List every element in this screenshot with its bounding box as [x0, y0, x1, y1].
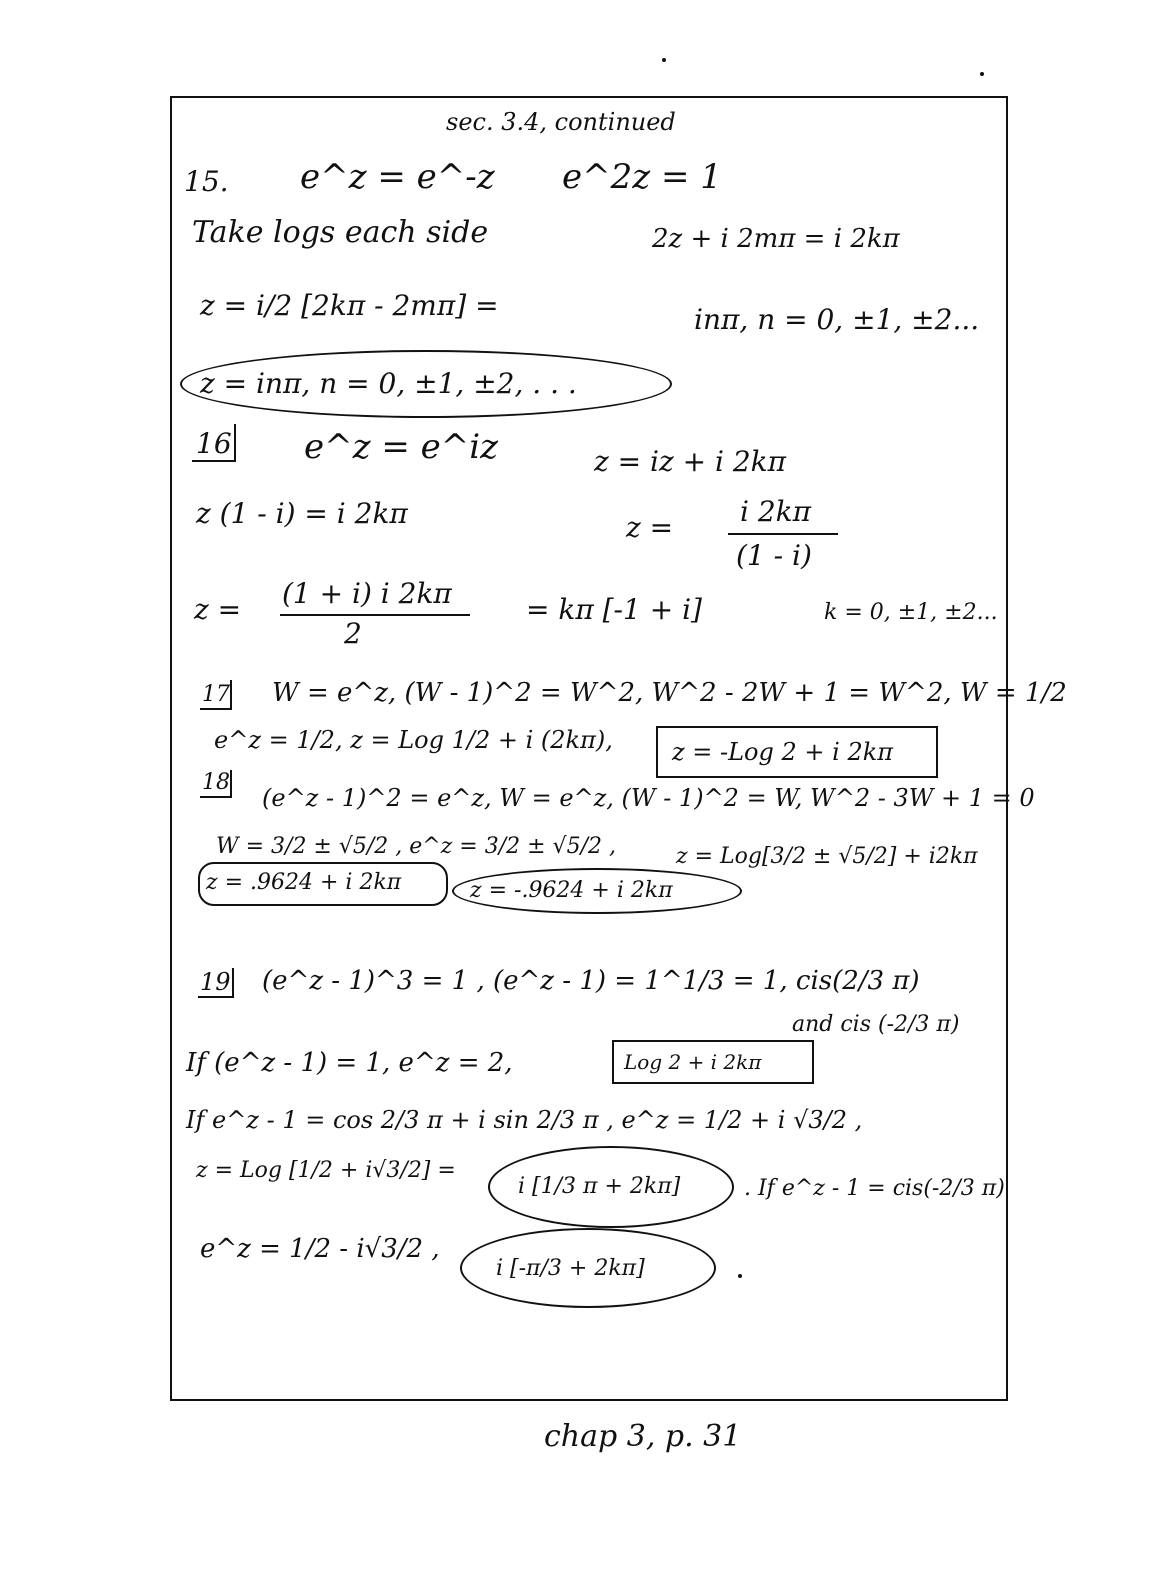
problem-16-eq1: e^z = e^iz: [304, 427, 499, 467]
problem-19-answer2: i [1/3 π + 2kπ]: [518, 1174, 681, 1199]
problem-17-answer: z = -Log 2 + i 2kπ: [672, 738, 894, 766]
problem-19-answer1: Log 2 + i 2kπ: [624, 1050, 762, 1074]
problem-19-answer3: i [-π/3 + 2kπ]: [496, 1256, 645, 1281]
problem-15-eq3: 2z + i 2mπ = i 2kπ: [652, 224, 900, 254]
problem-16-eq4-numerator: i 2kπ: [740, 495, 812, 528]
problem-16-eq5-lhs: z =: [194, 593, 242, 626]
page-number: chap 3, p. 31: [544, 1419, 742, 1454]
problem-18-eq3: z = Log[3/2 ± √5/2] + i2kπ: [676, 844, 978, 869]
problem-18-answer1: z = .9624 + i 2kπ: [206, 870, 402, 895]
scan-mark: [662, 58, 666, 62]
problem-17-number: 17: [202, 682, 230, 707]
problem-16-eq5-denominator: 2: [344, 617, 362, 650]
problem-16-eq5-range: k = 0, ±1, ±2...: [824, 600, 998, 625]
problem-15-take-logs: Take logs each side: [192, 215, 489, 250]
problem-19-eq4: z = Log [1/2 + i√3/2] =: [196, 1158, 456, 1183]
scan-mark: [980, 72, 984, 76]
problem-17-eq1: W = e^z, (W - 1)^2 = W^2, W^2 - 2W + 1 = W^2, W = 1/2: [272, 678, 1067, 708]
problem-19-eq4b: . If e^z - 1 = cis(-2/3 π): [744, 1176, 1005, 1201]
problem-17-eq2: e^z = 1/2, z = Log 1/2 + i (2kπ),: [214, 726, 613, 754]
problem-16-eq4-lhs: z =: [626, 511, 674, 544]
problem-18-answer2: z = -.9624 + i 2kπ: [470, 878, 673, 903]
problem-19-eq1: (e^z - 1)^3 = 1 , (e^z - 1) = 1^1/3 = 1, cis(2/3 π): [262, 966, 920, 996]
problem-18-eq2: W = 3/2 ± √5/2 , e^z = 3/2 ± √5/2 ,: [216, 834, 616, 859]
problem-16-eq4-denominator: (1 - i): [736, 539, 812, 572]
fraction-bar: [280, 614, 470, 616]
problem-19-eq2: If (e^z - 1) = 1, e^z = 2,: [186, 1048, 513, 1078]
problem-16-eq5-rhs: = kπ [-1 + i]: [526, 593, 702, 626]
problem-15-eq1: e^z = e^-z: [300, 157, 495, 197]
problem-19-eq5: e^z = 1/2 - i√3/2 ,: [200, 1234, 440, 1264]
problem-15-number: 15.: [184, 165, 229, 198]
problem-19-eq3: If e^z - 1 = cos 2/3 π + i sin 2/3 π , e^z = 1/2 + i √3/2 ,: [186, 1106, 863, 1134]
problem-16-eq5-numerator: (1 + i) i 2kπ: [282, 577, 452, 610]
fraction-bar: [728, 533, 838, 535]
section-heading: sec. 3.4, continued: [446, 108, 676, 136]
problem-19-number: 19: [200, 968, 231, 996]
problem-16-eq2: z = iz + i 2kπ: [594, 445, 787, 478]
problem-18-eq1: (e^z - 1)^2 = e^z, W = e^z, (W - 1)^2 = W, W^2 - 3W + 1 = 0: [262, 784, 1035, 812]
problem-15-eq4: z = i/2 [2kπ - 2mπ] =: [200, 289, 499, 322]
problem-19-eq1b: and cis (-2/3 π): [792, 1012, 960, 1037]
problem-15-eq2: e^2z = 1: [562, 157, 722, 197]
period-mark: [738, 1274, 742, 1278]
problem-15-answer: z = inπ, n = 0, ±1, ±2, . . .: [200, 367, 577, 400]
problem-16-number: 16: [196, 427, 232, 460]
problem-18-number: 18: [202, 770, 230, 795]
problem-15-eq5: inπ, n = 0, ±1, ±2...: [694, 303, 980, 336]
problem-16-eq3: z (1 - i) = i 2kπ: [196, 497, 408, 530]
